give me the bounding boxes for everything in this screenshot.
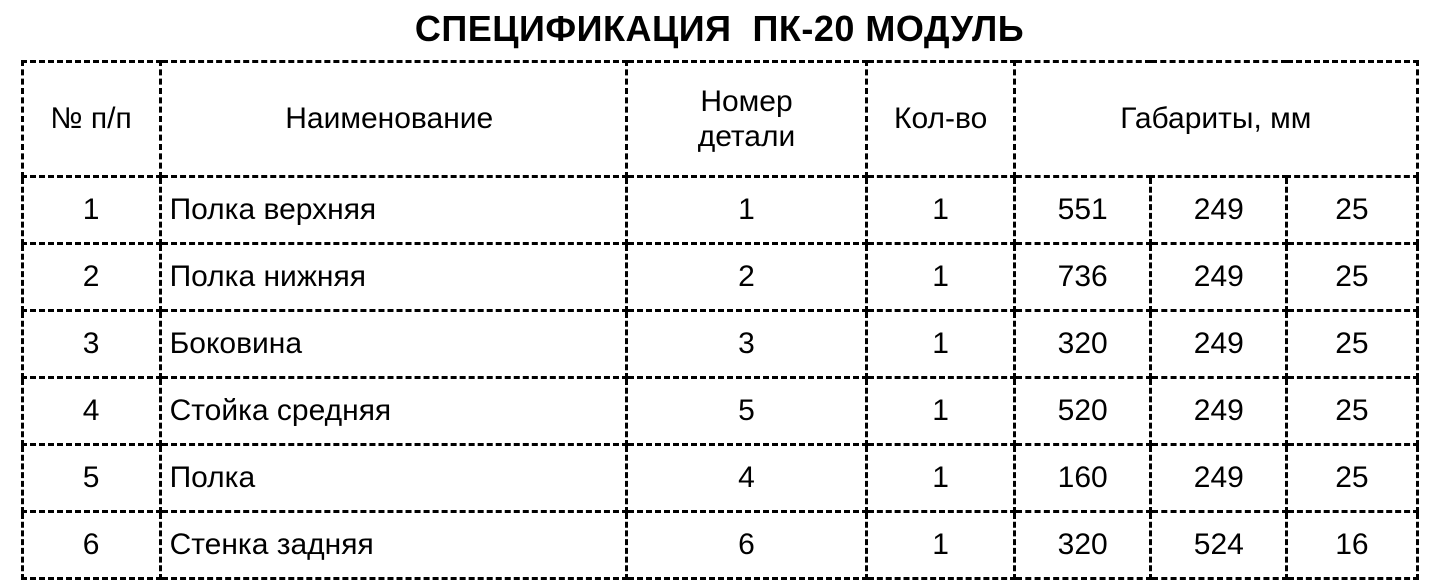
cell-index: 2 bbox=[22, 244, 160, 311]
cell-dim-3: 25 bbox=[1287, 378, 1417, 445]
cell-quantity: 1 bbox=[867, 378, 1015, 445]
document-page bbox=[0, 8, 1439, 584]
cell-part: 5 bbox=[626, 378, 866, 445]
cell-name: Стойка средняя bbox=[160, 378, 626, 445]
cell-index: 3 bbox=[22, 311, 160, 378]
specification-table bbox=[21, 60, 1419, 580]
cell-part: 1 bbox=[626, 177, 866, 244]
cell-name: Стенка задняя bbox=[160, 512, 626, 579]
cell-index: 1 bbox=[22, 177, 160, 244]
table-row bbox=[22, 244, 1417, 311]
page-title: СПЕЦИФИКАЦИЯ ПК-20 МОДУЛЬ bbox=[414, 8, 1025, 49]
cell-quantity: 1 bbox=[867, 244, 1015, 311]
cell-dim-2: 249 bbox=[1151, 311, 1287, 378]
header-part-number bbox=[626, 62, 866, 177]
cell-dim-2: 249 bbox=[1151, 445, 1287, 512]
cell-part: 6 bbox=[626, 512, 866, 579]
header-quantity: Кол-во bbox=[867, 62, 1015, 177]
cell-name: Полка верхняя bbox=[160, 177, 626, 244]
cell-name: Боковина bbox=[160, 311, 626, 378]
cell-dim-3: 25 bbox=[1287, 177, 1417, 244]
cell-dim-1: 551 bbox=[1015, 177, 1151, 244]
cell-name: Полка нижняя bbox=[160, 244, 626, 311]
cell-index: 6 bbox=[22, 512, 160, 579]
table-row bbox=[22, 177, 1417, 244]
header-index: № п/п bbox=[22, 62, 160, 177]
cell-dim-3: 16 bbox=[1287, 512, 1417, 579]
cell-dim-1: 320 bbox=[1015, 311, 1151, 378]
cell-dim-3: 25 bbox=[1287, 311, 1417, 378]
table-row bbox=[22, 378, 1417, 445]
cell-dim-2: 249 bbox=[1151, 244, 1287, 311]
table-row bbox=[22, 445, 1417, 512]
cell-quantity: 1 bbox=[867, 311, 1015, 378]
cell-dim-2: 249 bbox=[1151, 177, 1287, 244]
table-row bbox=[22, 311, 1417, 378]
cell-dim-1: 520 bbox=[1015, 378, 1151, 445]
cell-quantity: 1 bbox=[867, 177, 1015, 244]
cell-part: 2 bbox=[626, 244, 866, 311]
cell-dim-1: 736 bbox=[1015, 244, 1151, 311]
cell-dim-1: 320 bbox=[1015, 512, 1151, 579]
cell-part: 3 bbox=[626, 311, 866, 378]
cell-index: 5 bbox=[22, 445, 160, 512]
cell-part: 4 bbox=[626, 445, 866, 512]
header-part-number-line1: Номер bbox=[700, 84, 793, 118]
header-dimensions: Габариты, мм bbox=[1015, 62, 1417, 177]
cell-dim-2: 249 bbox=[1151, 378, 1287, 445]
cell-quantity: 1 bbox=[867, 445, 1015, 512]
cell-dim-3: 25 bbox=[1287, 244, 1417, 311]
cell-dim-2: 524 bbox=[1151, 512, 1287, 579]
table-row bbox=[22, 512, 1417, 579]
cell-index: 4 bbox=[22, 378, 160, 445]
cell-dim-1: 160 bbox=[1015, 445, 1151, 512]
header-part-number-line2: детали bbox=[697, 120, 796, 153]
table-header-row bbox=[22, 62, 1417, 177]
cell-dim-3: 25 bbox=[1287, 445, 1417, 512]
header-name: Наименование bbox=[160, 62, 626, 177]
cell-name: Полка bbox=[160, 445, 626, 512]
cell-quantity: 1 bbox=[867, 512, 1015, 579]
